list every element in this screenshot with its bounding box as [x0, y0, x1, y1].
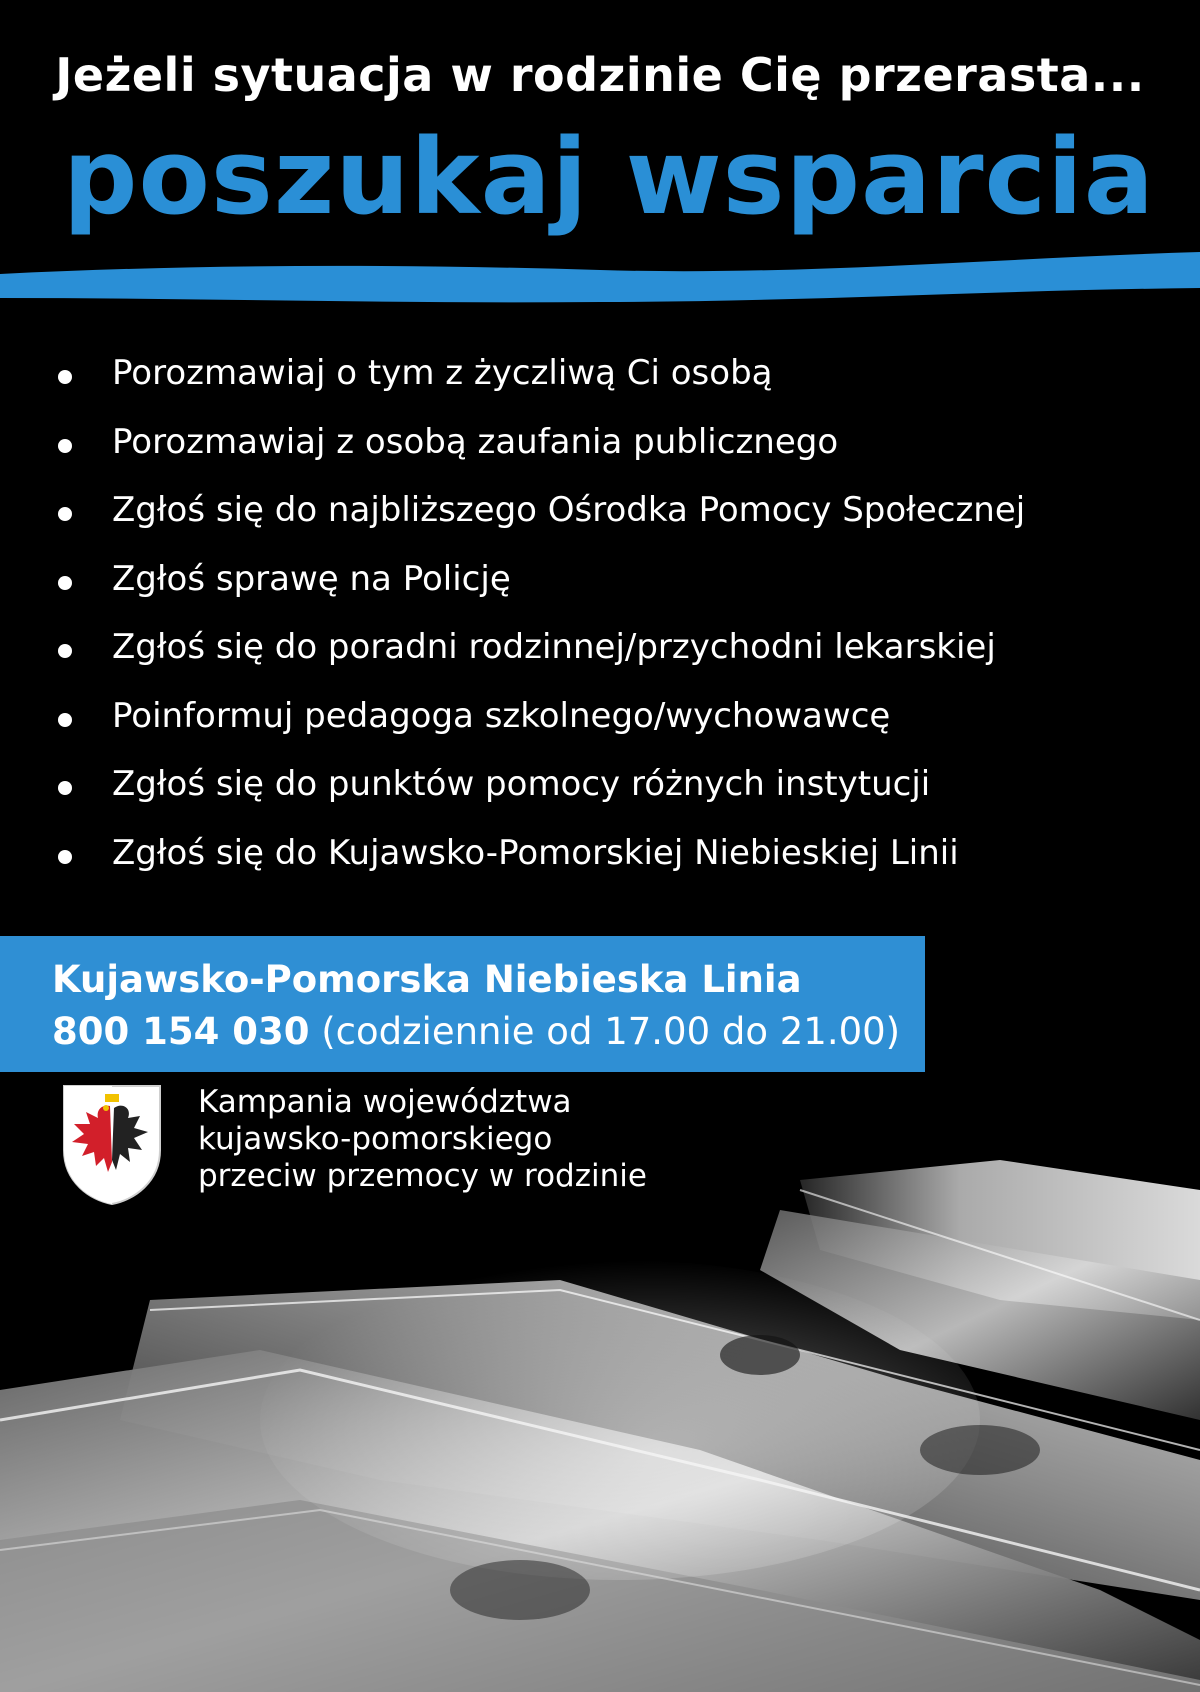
- list-item-text: Zgłoś sprawę na Policję: [112, 558, 511, 599]
- bullet-icon: [58, 713, 72, 727]
- list-item: [52, 832, 1025, 905]
- campaign-line: Kampania województwa: [198, 1084, 572, 1120]
- hotline-contact: [52, 1010, 900, 1053]
- campaign-text: [198, 1084, 647, 1195]
- list-item: [52, 627, 1025, 699]
- list-item: [52, 490, 1026, 562]
- list-item-text: Poinformuj pedagoga szkolnego/wychowawcę: [112, 695, 891, 736]
- advice-list: [52, 353, 1026, 904]
- hotline-hours: (codziennie od 17.00 do 21.00): [321, 1010, 901, 1053]
- page-title: poszukaj wsparcia: [63, 116, 1155, 238]
- bullet-icon: [58, 439, 72, 453]
- broken-glass-image: [0, 1120, 1200, 1692]
- campaign-line: kujawsko-pomorskiego: [198, 1121, 553, 1157]
- list-item-text: Zgłoś się do poradni rodzinnej/przychodni lekarskiej: [112, 627, 996, 667]
- bullet-icon: [58, 370, 72, 384]
- list-item: [52, 421, 1025, 494]
- list-item-text: Zgłoś się do najbliższego Ośrodka Pomocy Społecznej: [112, 490, 1026, 530]
- hotline-box: [0, 936, 925, 1072]
- hotline-number[interactable]: 800 154 030: [52, 1010, 310, 1053]
- bullet-icon: [58, 576, 72, 590]
- list-item: [52, 695, 1025, 768]
- list-item-text: Zgłoś się do punktów pomocy różnych instytucji: [112, 764, 931, 804]
- bullet-icon: [58, 781, 72, 795]
- list-item: [52, 353, 1025, 425]
- list-item: [52, 558, 1025, 631]
- list-item-text: Porozmawiaj o tym z życzliwą Ci osobą: [112, 353, 773, 393]
- coat-of-arms-icon: [62, 1084, 162, 1206]
- bullet-icon: [58, 850, 72, 864]
- hotline-name: Kujawsko-Pomorska Niebieska Linia: [52, 958, 802, 1001]
- list-item: [52, 764, 1025, 836]
- blue-wave-divider: [0, 250, 1200, 330]
- headline: Jeżeli sytuacja w rodzinie Cię przerasta...: [55, 48, 1145, 102]
- list-item-text: Porozmawiaj z osobą zaufania publicznego: [112, 421, 839, 462]
- campaign-line: przeciw przemocy w rodzinie: [198, 1158, 647, 1194]
- bullet-icon: [58, 644, 72, 658]
- bullet-icon: [58, 507, 72, 521]
- list-item-text: Zgłoś się do Kujawsko-Pomorskiej Niebieskiej Linii: [112, 832, 959, 873]
